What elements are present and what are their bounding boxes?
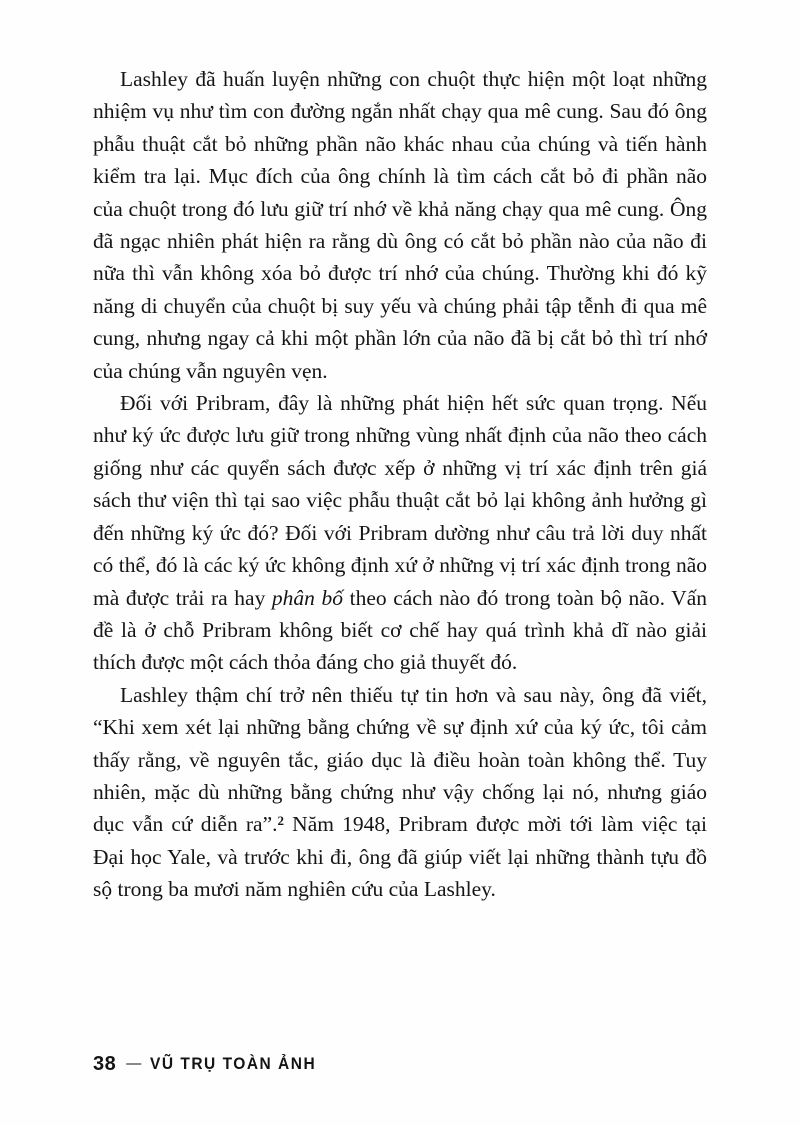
italic-phrase: phân bố: [271, 585, 344, 610]
paragraph-text: theo cách nào đó trong toàn bộ não. Vấn đề là ở chỗ Pribram không biết cơ chế hay quá trình khả dĩ nào giải thích được một cách thỏa đáng cho giả thuyết đó.: [93, 585, 707, 675]
page-number: 38: [93, 1053, 117, 1075]
footer-separator: —: [126, 1055, 142, 1072]
paragraph: [93, 679, 707, 906]
footnote-marker: 2: [277, 813, 285, 829]
paragraph-text: Lashley đã huấn luyện những con chuột thực hiện một loạt những nhiệm vụ như tìm con đường ngắn nhất chạy qua mê cung. Sau đó ông phẫu thuật cắt bỏ những phần não khác nhau của chúng và tiến hành kiểm tra lại. Mục đích của ông chính là tìm cách cắt bỏ đi phần não của chuột trong đó lưu giữ trí nhớ về khả năng chạy qua mê cung. Ông đã ngạc nhiên phát hiện ra rằng dù ông có cắt bỏ phần nào của não đi nữa thì vẫn không xóa bỏ được trí nhớ của chúng. Thường khi đó kỹ năng di chuyển của chuột bị suy yếu và chúng phải tập tễnh đi qua mê cung, nhưng ngay cả khi một phần lớn của não đã bị cắt bỏ thì trí nhớ của chúng vẫn nguyên vẹn.: [93, 67, 707, 383]
paragraph-text: Lashley thậm chí trở nên thiếu tự tin hơn và sau này, ông đã viết, “Khi xem xét lại những bằng chứng về sự định xứ của ký ức, tôi cảm thấy rằng, về nguyên tắc, giáo dục là điều hoàn toàn không thể. Tuy nhiên, mặc dù những bằng chứng như vậy chống lại nó, nhưng giáo dục vẫn cứ diễn ra”.: [93, 682, 707, 837]
paragraph-text: Năm 1948, Pribram được mời tới làm việc tại Đại học Yale, và trước khi đi, ông đã giúp viết lại những thành tựu đồ sộ trong ba mươi năm nghiên cứu của Lashley.: [93, 812, 708, 902]
book-title: VŨ TRỤ TOÀN ẢNH: [150, 1055, 317, 1073]
paragraph-text: Đối với Pribram, đây là những phát hiện hết sức quan trọng. Nếu như ký ức được lưu giữ trong những vùng nhất định của não theo cách giống như các quyển sách được xếp ở những vị trí xác định trên giá sách thư viện thì tại sao việc phẫu thuật cắt bỏ lại không ảnh hưởng gì đến những ký ức đó? Đối với Pribram dường như câu trả lời duy nhất có thể, đó là các ký ức không định xứ ở những vị trí xác định trong não mà được trải ra hay: [93, 391, 707, 610]
paragraph: [93, 63, 707, 387]
page-footer: [93, 1053, 327, 1076]
page-text: [93, 63, 707, 906]
paragraph: [93, 387, 707, 679]
